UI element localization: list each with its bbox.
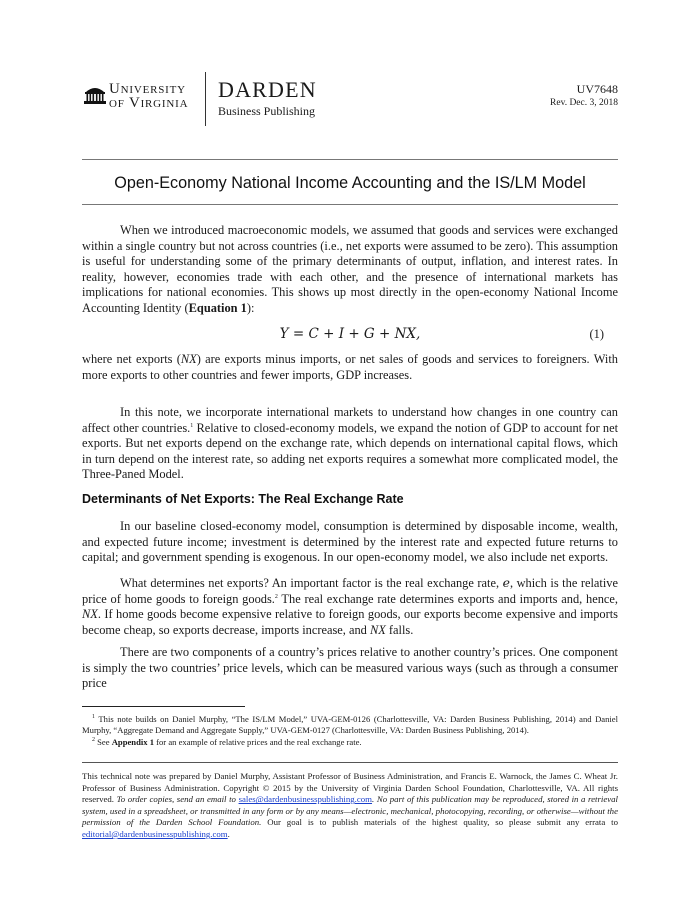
section-heading: Determinants of Net Exports: The Real Exchange Rate: [82, 492, 404, 506]
appendix-ref: Appendix 1: [111, 737, 154, 747]
paragraph-1: [82, 223, 618, 317]
document-code-block: [550, 82, 618, 108]
paragraph-5-end: falls.: [385, 622, 414, 637]
equation-text: Y = C + I + G + NX,: [279, 326, 421, 342]
darden-subtitle: Business Publishing: [218, 104, 316, 118]
equation-1-ref: Equation 1: [188, 300, 247, 315]
exchange-rate-symbol: e: [502, 575, 510, 590]
footnote-1-text: This note builds on Daniel Murphy, “The IS/LM Model,” UVA-GEM-0126 (Charlottesville, VA: Darden Business Publishing, 2014) and Daniel Murphy, “Aggregate Demand and Aggregate Supply,” UVA-GEM-0127 (Charlottesville, VA: Darden Business Publishing, 2014).: [82, 714, 618, 735]
paragraph-1-text: When we introduced macroeconomic models, we assumed that goods and services were exchanged within a single country but not across countries (i.e., net exports were assumed to be zero). This assumption is useful for understanding some of the primary determinants of output, inflation, and interest rates. In reality, however, economies trade with each other, and the presence of international markets has implications for national economies. This shows up most directly in the open-economy National Income Accounting Identity (: [82, 223, 618, 315]
paragraph-3-end: Relative to closed-economy models, we expand the notion of GDP to account for net exports. But net exports depend on the exchange rate, which depends on international capital flows, which in turn depend on the interest rate, so adding net exports requires a somewhat more complicated model, the Three-Paned Model.: [82, 420, 619, 482]
darden-title: DARDEN: [218, 77, 317, 102]
footnote-ref-1: 1: [190, 422, 194, 429]
equation-1: [82, 326, 618, 344]
paragraph-5-text-3: The real exchange rate determines exports and imports and, hence,: [277, 591, 618, 606]
footnote-2-end: for an example of relative prices and the real exchange rate.: [154, 737, 362, 747]
document-title: Open-Economy National Income Accounting and the IS/LM Model: [114, 174, 586, 192]
paragraph-2: [82, 352, 618, 383]
order-copies-text: To order copies, send an email to: [116, 794, 239, 805]
paragraph-2-text: where net exports (: [82, 352, 181, 366]
footnote-rule: [82, 706, 245, 707]
paragraph-1-end: ):: [246, 300, 255, 315]
nx-term: NX: [369, 622, 386, 637]
uva-logo: [84, 80, 194, 114]
uva-line-2: of Virginia: [109, 95, 189, 111]
equation-number: (1): [589, 327, 604, 341]
uva-line-1: University: [109, 81, 186, 97]
paragraph-5-text: What determines net exports? An important factor is the real exchange rate,: [120, 576, 503, 590]
paragraph-5-text-2: , which is the relative price of home goods to foreign goods.: [82, 576, 618, 606]
editorial-email-link[interactable]: editorial@dardenbusinesspublishing.com: [82, 828, 228, 839]
footnote-1: [82, 714, 618, 736]
revision-date: Rev. Dec. 3, 2018: [550, 98, 618, 108]
page-header: [0, 0, 700, 160]
paragraph-3-text: In this note, we incorporate international markets to understand how changes in one country can affect other countries.: [82, 405, 618, 435]
sales-email-link[interactable]: sales@dardenbusinesspublishing.com: [238, 794, 373, 805]
copyright-restriction-text: . No part of this publication may be reproduced, stored in a retrieval system, used in a spreadsheet, or transmitted in any form or by any means—electronic, mechanical, photocopying, recording, or otherwise—without the permission of the Darden School Foundation.: [82, 794, 618, 828]
prep-note-rule: [82, 762, 618, 763]
footnote-ref-2: 2: [274, 593, 278, 600]
prep-note-end: .: [227, 828, 230, 839]
paragraph-5-text-4: . If home goods become expensive relative to foreign goods, our exports become expensive and imports become cheap, so exports decrease, imports increase, and: [82, 607, 618, 637]
paragraph-2-end: ) are exports minus imports, or net sales of goods and services to foreigners. With more exports to other countries and fewer imports, GDP increases.: [82, 352, 618, 382]
paragraph-4: In our baseline closed-economy model, consumption is determined by disposable income, wealth, and expected future income; investment is determined by the interest rate and expected future returns to capital; and government spending is exogenous. In our open-economy model, we also include net exports.: [82, 519, 618, 565]
document-code: UV7648: [576, 82, 618, 96]
rotunda-icon: [84, 83, 106, 105]
prep-note-text: This technical note was prepared by Daniel Murphy, Assistant Professor of Business Administration, and Francis E. Warnock, the James C. Wheat Jr. Professor of Business Administration. Copyright © 2015 by the University of Virginia Darden School Foundation, Charlottesville, VA. All rights reserved.: [82, 771, 618, 805]
paragraph-6: There are two components of a country’s prices relative to another country’s prices. One component is simply the two countries’ price levels, which can be measured various ways (such as through a consumer price: [82, 645, 618, 691]
paragraph-5: [82, 575, 618, 638]
nx-term: NX: [82, 607, 98, 622]
header-divider: [205, 72, 206, 126]
title-top-rule: [82, 159, 618, 160]
footnote-1-mark: 1: [92, 714, 95, 721]
footnote-2: [82, 737, 618, 748]
nx-term: NX: [180, 352, 197, 366]
paragraph-3: [82, 405, 618, 483]
title-bottom-rule: [82, 204, 618, 205]
footnote-2-mark: 2: [92, 737, 95, 744]
darden-logo: [218, 78, 317, 119]
preparation-note: [82, 771, 618, 841]
errata-text: Our goal is to publish materials of the highest quality, so please submit any errata to: [261, 817, 618, 828]
footnote-2-text: See: [95, 737, 112, 747]
